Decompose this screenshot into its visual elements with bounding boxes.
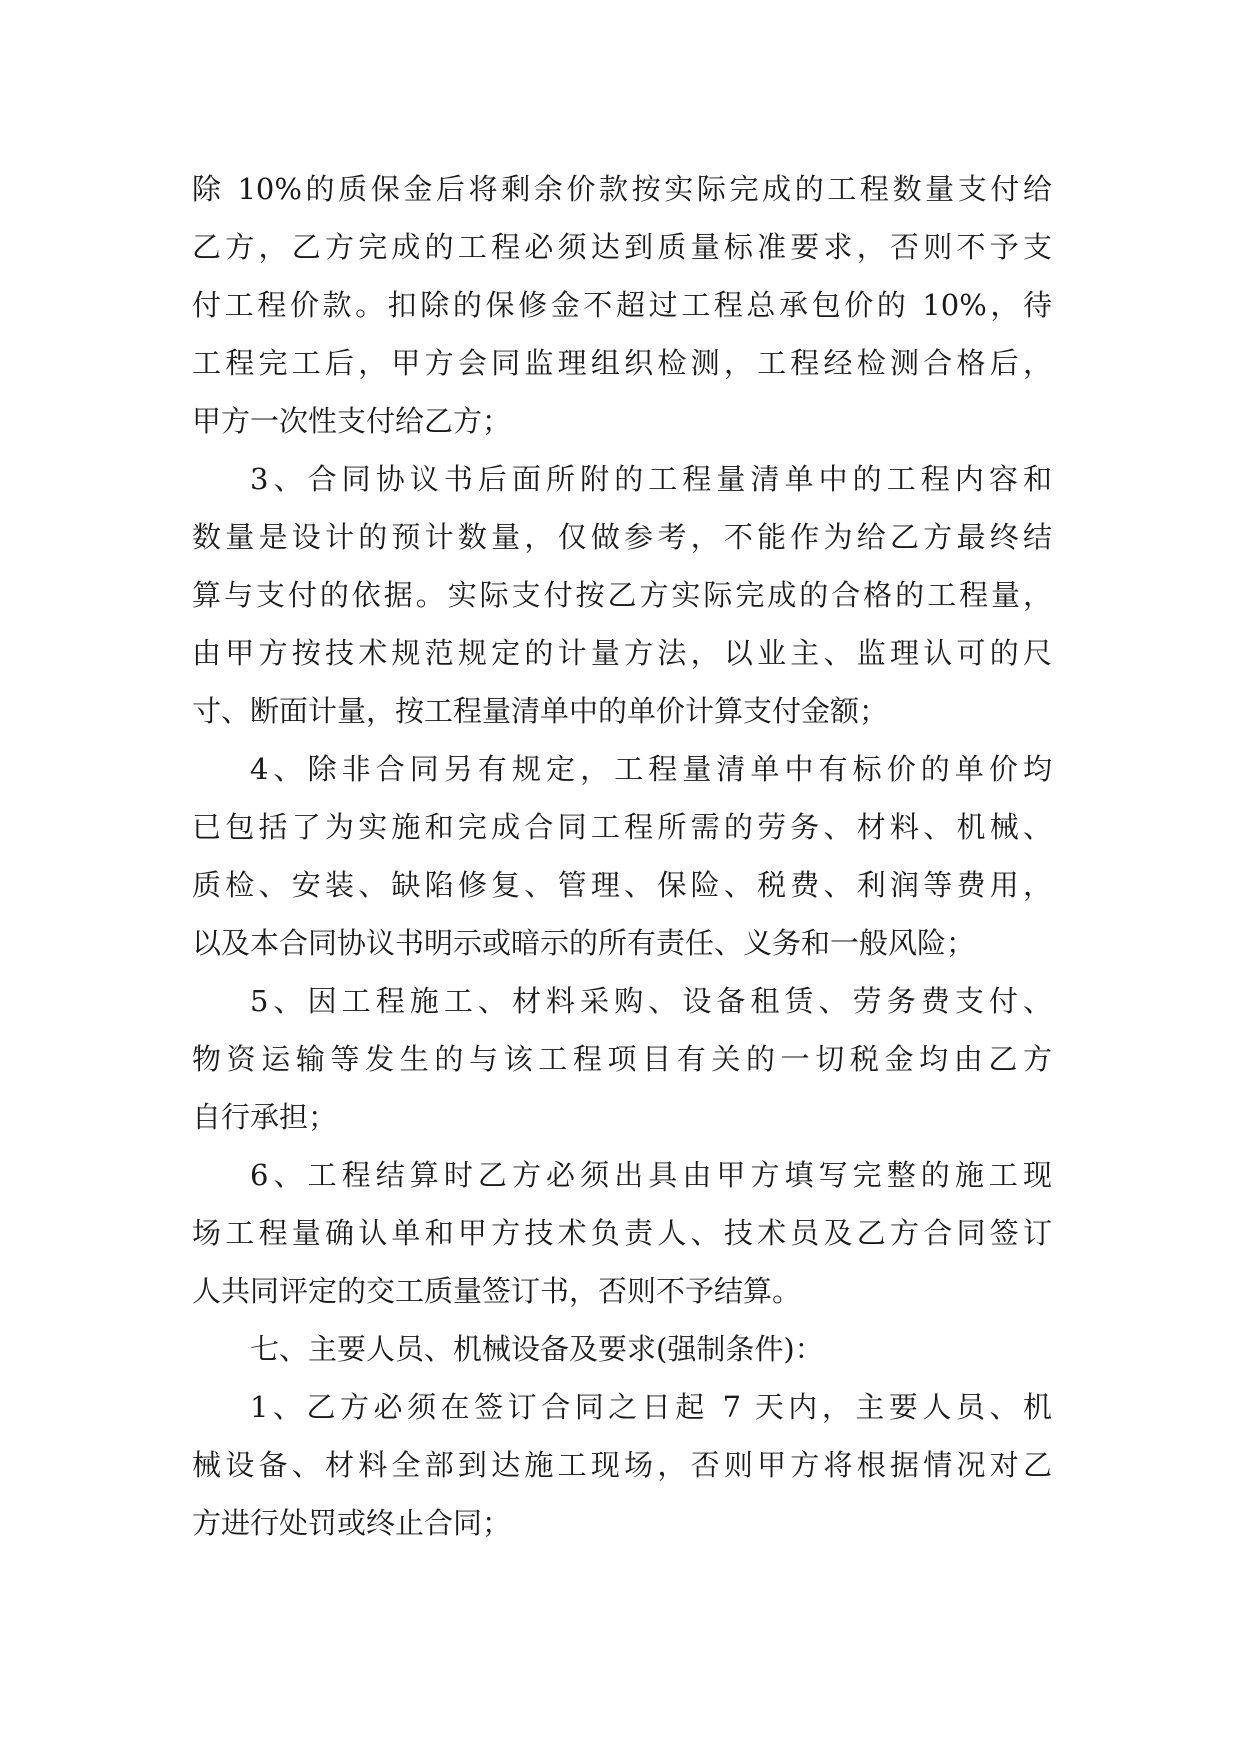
text-line: 甲方一次性支付给乙方； (192, 404, 512, 438)
paragraph-start-line: 4、除非合同另有规定，工程量清单中有标价的单价均 (250, 752, 1052, 786)
text-line: 付工程价款。扣除的保修金不超过工程总承包价的 10%，待 (192, 288, 1052, 322)
text-line: 场工程量确认单和甲方技术负责人、技术员及乙方合同签订 (192, 1216, 1052, 1250)
text-line: 以及本合同协议书明示或暗示的所有责任、义务和一般风险； (192, 926, 976, 960)
text-line: 方进行处罚或终止合同； (192, 1506, 512, 1540)
paragraph-start-line: 5、因工程施工、材料采购、设备租赁、劳务费支付、 (250, 984, 1052, 1018)
paragraph-start-line: 6、工程结算时乙方必须出具由甲方填写完整的施工现 (250, 1158, 1052, 1192)
text-line: 由甲方按技术规范规定的计量方法，以业主、监理认可的尺 (192, 636, 1052, 670)
text-line: 寸、断面计量，按工程量清单中的单价计算支付金额； (192, 694, 889, 728)
text-line: 自行承担； (192, 1100, 338, 1134)
text-line: 算与支付的依据。实际支付按乙方实际完成的合格的工程量， (192, 578, 1052, 612)
text-line: 已包括了为实施和完成合同工程所需的劳务、材料、机械、 (192, 810, 1052, 844)
text-line: 乙方，乙方完成的工程必须达到质量标准要求，否则不予支 (192, 230, 1052, 264)
text-line: 械设备、材料全部到达施工现场，否则甲方将根据情况对乙 (192, 1448, 1052, 1482)
paragraph-start-line: 3、合同协议书后面所附的工程量清单中的工程内容和 (250, 462, 1052, 496)
text-line: 物资运输等发生的与该工程项目有关的一切税金均由乙方 (192, 1042, 1052, 1076)
text-line: 工程完工后，甲方会同监理组织检测，工程经检测合格后， (192, 346, 1052, 380)
text-line: 除 10%的质保金后将剩余价款按实际完成的工程数量支付给 (192, 172, 1052, 206)
text-line: 质检、安装、缺陷修复、管理、保险、税费、利润等费用， (192, 868, 1052, 902)
paragraph-start-line: 1、乙方必须在签订合同之日起 7 天内，主要人员、机 (250, 1390, 1052, 1424)
text-line: 人共同评定的交工质量签订书，否则不予结算。 (192, 1274, 802, 1308)
section-heading: 七、主要人员、机械设备及要求(强制条件)： (250, 1332, 824, 1366)
text-line: 数量是设计的预计数量，仅做参考，不能作为给乙方最终结 (192, 520, 1052, 554)
